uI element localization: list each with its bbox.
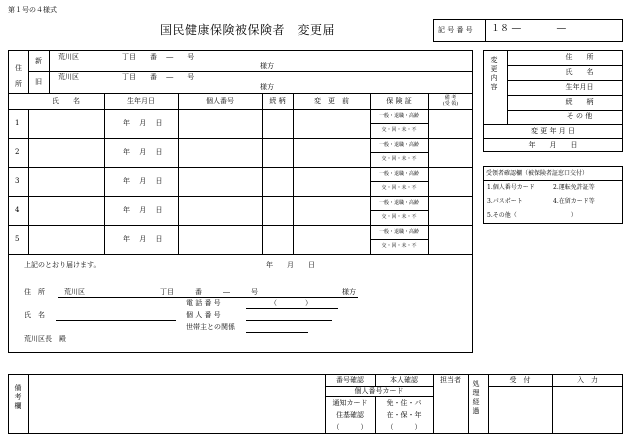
identity-confirm-label: 本人確認 xyxy=(390,376,418,384)
declaration-text: 上記のとおり届けます。 xyxy=(24,261,101,269)
mynumber-card-label: 個人番号カード xyxy=(354,387,404,395)
change-item-address: 住 所 xyxy=(565,53,594,61)
row-ins-type: 一般・退職・高齢 xyxy=(378,200,419,206)
resident-confirm-label: 住基確認 xyxy=(336,411,364,419)
change-date-value: 年 月 日 xyxy=(528,141,578,149)
applicant-address-cols: 丁目 番 ― 号 xyxy=(160,288,258,296)
row-ins-type: 一般・退職・高齢 xyxy=(378,142,419,148)
row-ins-status: 交・回・未・不 xyxy=(381,185,417,191)
change-item-relation: 続 柄 xyxy=(565,98,594,106)
id-item-other: 5.その他（ ） xyxy=(487,212,577,219)
paren-left: （ ） xyxy=(332,423,368,431)
change-date-label: 変 更 年 月 日 xyxy=(531,127,575,135)
receipt-label: 受 付 xyxy=(509,376,531,384)
id-item-license: 2.運転免許証等 xyxy=(553,184,595,191)
license-codes: 免・住・パ xyxy=(386,399,422,407)
phone-label: 電 話 番 号 xyxy=(186,299,221,307)
new-sama: 様方 xyxy=(260,62,274,70)
row-ins-type: 一般・退職・高齢 xyxy=(378,171,419,177)
old-town-cols: 丁目 番 ― 号 xyxy=(122,73,195,81)
header-mynumber: 個人番号 xyxy=(206,97,234,105)
row-dob: 年 月 日 xyxy=(123,206,163,214)
row-no: 5 xyxy=(15,235,20,243)
row-ins-type: 一般・退職・高齢 xyxy=(378,229,419,235)
paren-right: （ ） xyxy=(386,423,422,431)
row-dob: 年 月 日 xyxy=(123,235,163,243)
old-sama: 様方 xyxy=(260,83,274,91)
address-old-label: 旧 xyxy=(35,78,42,86)
row-dob: 年 月 日 xyxy=(123,148,163,156)
page-title: 国民健康保険被保険者 変更届 xyxy=(160,23,336,37)
declaration-date: 年 月 日 xyxy=(266,261,315,269)
address-new-label: 新 xyxy=(35,57,42,65)
row-dob: 年 月 日 xyxy=(123,119,163,127)
row-ins-status: 交・回・未・不 xyxy=(381,156,417,162)
header-insurance: 保 険 証 xyxy=(386,97,412,105)
address-side-label: 住 所 xyxy=(15,64,22,88)
header-before: 変 更 前 xyxy=(314,97,349,105)
row-no: 3 xyxy=(15,177,20,185)
record-number-label: 記 号 番 号 xyxy=(438,26,473,34)
id-item-mynumber-card: 1.個人番号カード xyxy=(487,184,535,191)
row-ins-status: 交・回・未・不 xyxy=(381,214,417,220)
header-relation: 続 柄 xyxy=(269,97,286,105)
processing-label: 処理経過 xyxy=(472,380,480,416)
row-dob: 年 月 日 xyxy=(123,177,163,185)
change-side-label: 変更内容 xyxy=(490,56,498,92)
residence-codes: 在・保・年 xyxy=(386,411,422,419)
id-item-passport: 3.パスポート xyxy=(487,198,523,205)
row-no: 1 xyxy=(15,119,20,127)
notice-card-label: 通知カード xyxy=(332,399,368,407)
staff-label: 担当者 xyxy=(440,376,461,384)
applicant-address-label: 住 所 xyxy=(24,288,45,296)
header-name: 氏 名 xyxy=(52,97,80,105)
applicant-sama: 様方 xyxy=(342,288,356,296)
change-item-name: 氏 名 xyxy=(565,68,594,76)
number-confirm-label: 番号確認 xyxy=(336,376,364,384)
change-item-other: そ の 他 xyxy=(566,112,593,120)
change-item-dob: 生年月日 xyxy=(565,83,594,91)
mynumber-label: 個 人 番 号 xyxy=(186,311,221,319)
new-town-cols: 丁目 番 ― 号 xyxy=(122,53,195,61)
input-label: 入 力 xyxy=(577,376,598,384)
new-ward: 荒川区 xyxy=(58,53,79,61)
row-ins-status: 交・回・未・不 xyxy=(381,243,417,249)
row-ins-type: 一般・退職・高齢 xyxy=(378,113,419,119)
applicant-ward: 荒川区 xyxy=(64,288,85,296)
row-no: 2 xyxy=(15,148,20,156)
form-id: 第１号の４様式 xyxy=(8,6,57,14)
remarks-label: 備考欄 xyxy=(14,384,22,411)
id-panel-title: 受領者確認欄（被保険者証窓口交付） xyxy=(486,170,589,177)
phone-paren: （ ） xyxy=(270,299,312,307)
relation-label: 世帯主との関係 xyxy=(186,323,235,331)
id-item-residence-card: 4.在留カード等 xyxy=(553,198,595,205)
header-remarks: 備 考 (受 領) xyxy=(442,95,459,107)
record-number-value: １８ ― ― xyxy=(491,24,566,34)
row-ins-status: 交・回・未・不 xyxy=(381,127,417,133)
applicant-name-label: 氏 名 xyxy=(24,311,45,319)
old-ward: 荒川区 xyxy=(58,73,79,81)
row-no: 4 xyxy=(15,206,20,214)
addressee: 荒川区長 殿 xyxy=(24,335,66,343)
header-dob: 生年月日 xyxy=(127,97,155,105)
